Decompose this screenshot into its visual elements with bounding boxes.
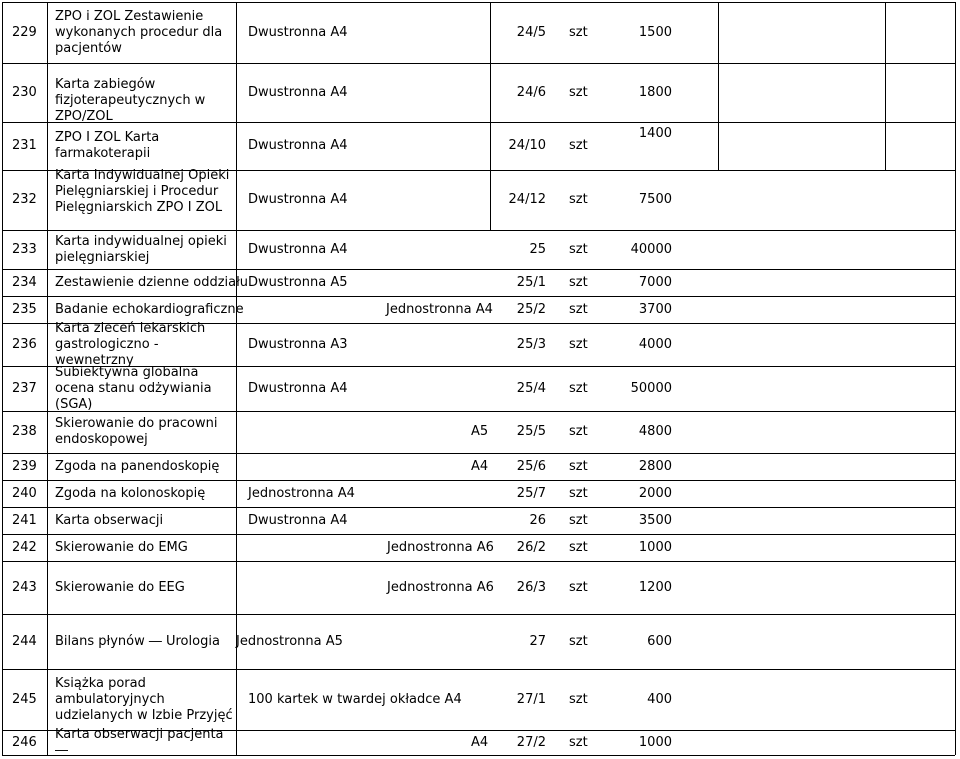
quantity: 2000 <box>638 485 672 501</box>
row-number: 237 <box>12 380 37 396</box>
form-number: 26/3 <box>516 579 546 595</box>
row-number: 234 <box>12 274 37 290</box>
form-number: 27 <box>529 633 546 649</box>
form-format: Dwustronna A4 <box>248 380 348 396</box>
row-number: 242 <box>12 539 37 555</box>
unit: szt <box>569 84 588 100</box>
unit: szt <box>569 336 588 352</box>
unit: szt <box>569 301 588 317</box>
form-number: 25/6 <box>516 458 546 474</box>
form-name: Subiektywna globalna ocena stanu odżywiania (SGA) <box>55 364 212 412</box>
form-format: A4 <box>471 734 489 750</box>
row-divider <box>2 453 955 454</box>
row-divider <box>2 669 955 670</box>
quantity: 400 <box>647 691 672 707</box>
row-number: 233 <box>12 241 37 257</box>
form-number: 26/2 <box>516 539 546 555</box>
form-name: Skierowanie do EEG <box>55 579 185 595</box>
row-number: 245 <box>12 691 37 707</box>
form-format: Jednostronna A4 <box>386 301 493 317</box>
unit: szt <box>569 380 588 396</box>
row-divider <box>2 561 955 562</box>
unit: szt <box>569 485 588 501</box>
row-divider <box>2 269 955 270</box>
form-number: 25/3 <box>516 336 546 352</box>
form-name: Bilans płynów ― Urologia <box>55 633 220 649</box>
row-number: 243 <box>12 579 37 595</box>
form-number: 25 <box>529 241 546 257</box>
quantity: 7000 <box>638 274 672 290</box>
form-format: Jednostronna A6 <box>387 579 494 595</box>
quantity: 7500 <box>638 192 672 207</box>
form-number: 25/2 <box>516 301 546 317</box>
quantity: 1400 <box>638 126 672 141</box>
row-number: 238 <box>12 424 37 439</box>
form-number: 27/1 <box>516 691 546 707</box>
form-number: 25/4 <box>516 380 546 396</box>
form-name: Zestawienie dzienne oddziału <box>55 274 249 290</box>
row-divider <box>2 230 955 231</box>
row-number: 246 <box>12 734 37 750</box>
form-format: Dwustronna A4 <box>248 192 348 207</box>
row-divider <box>2 63 955 64</box>
form-format: 100 kartek w twardej okładce A4 <box>248 691 462 707</box>
quantity: 4800 <box>638 424 672 439</box>
column-divider <box>47 2 48 755</box>
row-number: 229 <box>12 24 37 40</box>
row-number: 241 <box>12 512 37 528</box>
form-name: ZPO I ZOL Karta farmakoterapii <box>55 130 160 161</box>
form-format: Dwustronna A4 <box>248 24 348 40</box>
form-number: 25/7 <box>516 485 546 501</box>
row-divider <box>2 534 955 535</box>
form-format: A5 <box>471 424 489 439</box>
form-format: Dwustronna A4 <box>248 241 348 257</box>
form-number: 24/12 <box>508 192 546 207</box>
form-format: Jednostronna A4 <box>248 485 355 501</box>
form-number: 27/2 <box>516 734 546 750</box>
row-number: 232 <box>12 192 37 207</box>
form-format: A4 <box>471 458 489 474</box>
quantity: 4000 <box>638 336 672 352</box>
form-number: 25/1 <box>516 274 546 290</box>
quantity: 50000 <box>630 380 672 396</box>
form-number: 26 <box>529 512 546 528</box>
quantity: 1800 <box>638 84 672 100</box>
form-name: Badanie echokardiograficzne <box>55 301 244 317</box>
unit: szt <box>569 539 588 555</box>
row-divider <box>2 296 955 297</box>
row-divider <box>2 2 955 3</box>
form-name: Zgoda na panendoskopię <box>55 458 220 474</box>
quantity: 2800 <box>638 458 672 474</box>
form-number: 24/10 <box>508 138 546 153</box>
quantity: 1200 <box>638 579 672 595</box>
row-number: 236 <box>12 336 37 352</box>
row-divider <box>2 614 955 615</box>
form-format: Dwustronna A4 <box>248 84 348 100</box>
row-number: 239 <box>12 458 37 474</box>
row-number: 235 <box>12 301 37 317</box>
form-name: ZPO i ZOL Zestawienie wykonanych procedur dla pacjentów <box>55 8 223 56</box>
row-number: 244 <box>12 633 37 649</box>
column-divider <box>885 2 886 170</box>
form-name: Karta obserwacji <box>55 512 164 528</box>
form-number: 24/5 <box>516 24 546 40</box>
unit: szt <box>569 734 588 750</box>
column-divider <box>490 2 491 230</box>
form-format: Dwustronna A3 <box>248 336 348 352</box>
column-divider <box>955 2 956 755</box>
form-format: Jednostronna A5 <box>236 633 343 649</box>
row-divider <box>2 507 955 508</box>
unit: szt <box>569 633 588 649</box>
row-number: 231 <box>12 138 37 153</box>
unit: szt <box>569 241 588 257</box>
quantity: 40000 <box>630 241 672 257</box>
form-number: 25/5 <box>516 424 546 439</box>
form-name: Książka porad ambulatoryjnych udzielanych w Izbie Przyjęć <box>55 675 233 723</box>
unit: szt <box>569 458 588 474</box>
quantity: 1000 <box>638 734 672 750</box>
form-name: Karta indywidualnej opieki pielęgniarskiej <box>55 233 227 265</box>
unit: szt <box>569 274 588 290</box>
unit: szt <box>569 138 588 153</box>
form-number: 24/6 <box>516 84 546 100</box>
row-number: 230 <box>12 84 37 100</box>
row-number: 240 <box>12 485 37 501</box>
quantity: 1500 <box>638 24 672 40</box>
unit: szt <box>569 512 588 528</box>
form-format: Dwustronna A4 <box>248 138 348 153</box>
unit: szt <box>569 579 588 595</box>
row-divider <box>2 480 955 481</box>
form-name: Skierowanie do EMG <box>55 539 188 555</box>
quantity: 1000 <box>638 539 672 555</box>
column-divider <box>718 2 719 170</box>
quantity: 3500 <box>638 512 672 528</box>
form-name: Karta zleceń lekarskich gastrologiczno - wewnetrzny <box>55 320 206 368</box>
form-name: Skierowanie do pracowni endoskopowej <box>55 416 218 447</box>
unit: szt <box>569 192 588 207</box>
unit: szt <box>569 424 588 439</box>
form-format: Jednostronna A6 <box>387 539 494 555</box>
column-divider <box>2 2 3 755</box>
unit: szt <box>569 24 588 40</box>
form-format: Dwustronna A4 <box>248 512 348 528</box>
form-name: Karta zabiegów fizjoterapeutycznych w ZPO/ZOL <box>55 76 206 124</box>
unit: szt <box>569 691 588 707</box>
form-name: Zgoda na kolonoskopię <box>55 485 206 501</box>
form-format: Dwustronna A5 <box>248 274 348 290</box>
form-name: Karta Indywidualnej Opieki Pielęgniarskiej i Procedur Pielęgniarskich ZPO I ZOL <box>55 168 230 215</box>
form-name: Karta obserwacji pacjenta ― <box>55 726 224 758</box>
quantity: 3700 <box>638 301 672 317</box>
quantity: 600 <box>647 633 672 649</box>
